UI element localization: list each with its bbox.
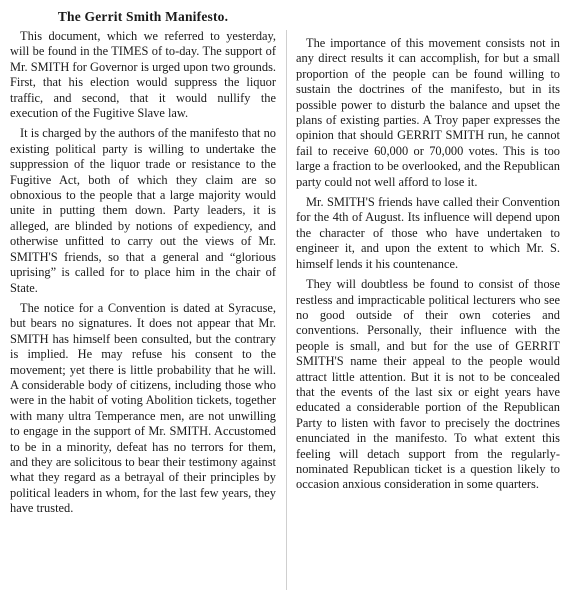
article-headline: The Gerrit Smith Manifesto. xyxy=(57,9,229,24)
right-column xyxy=(296,36,560,498)
left-column xyxy=(10,0,276,522)
paragraph-1: This document, which we referred to yesterday, will be found in the TIMES of to-day. The support of Mr. SMITH for Governor is urged upon two grounds. First, that his election would suppress the liquor traffic, and second, that it would nullify the execution of the Fugitive Slave law. xyxy=(10,29,276,121)
paragraph-5: Mr. SMITH'S friends have called their Convention for the 4th of August. Its influence will depend upon the character of those who have undertaken to engineer it, and upon the extent to which Mr. S. himself lends it his countenance. xyxy=(296,195,560,271)
column-divider xyxy=(286,30,287,590)
paragraph-4: The importance of this movement consists not in any direct results it can accomplish, for but a small proportion of the people can be found willing to sustain the doctrines of the manifesto, but in its possible power to disturb the balance and upset the plans of existing parties. A Troy paper expresses the opinion that should GERRIT SMITH run, he cannot fail to receive 60,000 or 70,000 votes. This is too large a fraction to be overlooked, and the Republican party could not well afford to lose it. xyxy=(296,36,560,189)
paragraph-3: The notice for a Convention is dated at Syracuse, but bears no signatures. It does not appear that Mr. SMITH has himself been consulted, but the contrary is implied. He may refuse his consent to the movement; yet there is little probability that he will. A considerable body of citizens, including those who were in the habit of voting Abolition tickets, together with many ultra Temperance men, are not unwilling to engage in the support of Mr. SMITH. Accustomed to be in a minority, defeat has no terrors for them, and they are solicitous to bear their testimony against what they regard as a betrayal of their principles by political leaders in whom, for the last few years, they have trusted. xyxy=(10,300,276,516)
paragraph-2: It is charged by the authors of the manifesto that no existing political party is willing to undertake the suppression of the liquor trade or resistance to the Fugitive Act, both of which they claim are so obnoxious to the people that a large majority would unite in putting them down. Party leaders, it is alleged, are blinded by notions of expediency, and otherwise unfitted to carry out the views of Mr. SMITH'S friends, so that a general and “glorious uprising” is called for to place him in the chair of State. xyxy=(10,126,276,295)
paragraph-6: They will doubtless be found to consist of those restless and impracticable political lecturers who see no good outside of their own coteries and conventions. Personally, their influence with the people is small, and but for the use of GERRIT SMITH'S name their appeal to the people would attract little attention. But it is not to be concealed that the events of the last six or eight years have educated a considerable portion of the Republican Party to listen with favor to precisely the doctrines enunciated in the manifesto. To what extent this feeling will detach support from the regularly-nominated Republican ticket is a question likely to occasion anxious consideration in some quarters. xyxy=(296,277,560,492)
